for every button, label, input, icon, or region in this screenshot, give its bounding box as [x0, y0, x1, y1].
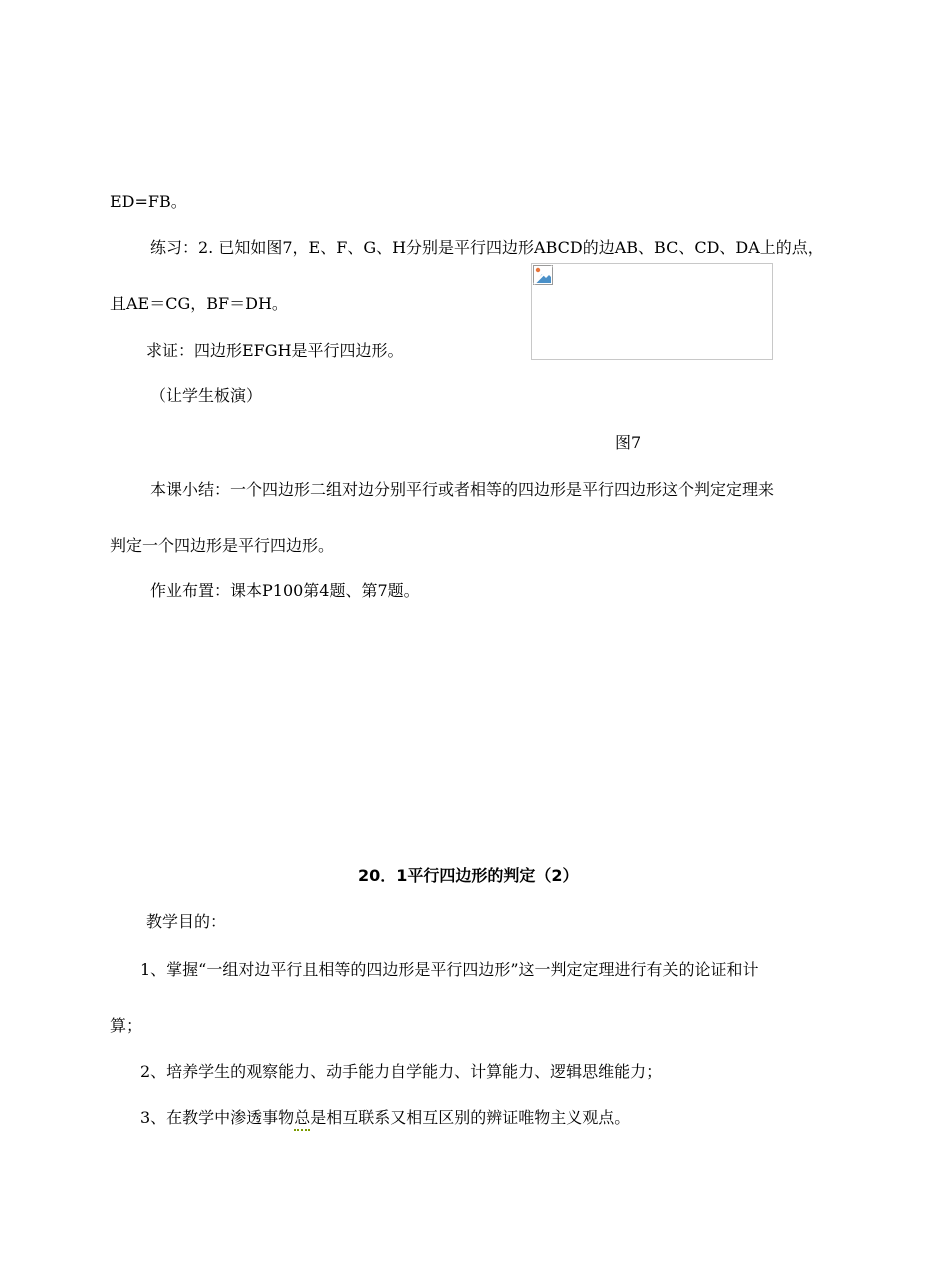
exercise-line-1: 练习：2. 已知如图7，E、F、G、H分别是平行四边形ABCD的边AB、BC、CD、DA上的点，: [150, 238, 824, 257]
goal-3-part-c: 是相互联系又相互区别的辨证唯物主义观点。: [310, 1108, 631, 1127]
goal-3-dotted-word: 总: [294, 1108, 311, 1127]
goal-1-line-1: 1、掌握“一组对边平行且相等的四边形是平行四边形”这一判定定理进行有关的论证和计: [140, 960, 759, 979]
broken-image-icon: [533, 265, 553, 285]
goals-heading: 教学目的：: [146, 912, 227, 931]
homework-line: 作业布置：课本P100第4题、第7题。: [150, 581, 420, 600]
summary-line-2: 判定一个四边形是平行四边形。: [110, 536, 335, 555]
section-title: 20．1平行四边形的判定（2）: [358, 866, 579, 885]
figure-caption: 图7: [615, 433, 642, 452]
goal-2: 2、培养学生的观察能力、动手能力自学能力、计算能力、逻辑思维能力；: [140, 1062, 663, 1081]
goal-1-line-2: 算；: [110, 1016, 143, 1035]
goal-3-part-a: 3、在教学中渗透事物: [140, 1108, 295, 1127]
exercise-line-2: 且AE＝CG，BF＝DH。: [110, 294, 288, 313]
summary-line-1: 本课小结：一个四边形二组对边分别平行或者相等的四边形是平行四边形这个判定定理来: [150, 480, 775, 499]
exercise-prove: 求证：四边形EFGH是平行四边形。: [146, 341, 404, 360]
text-ed-fb: ED=FB。: [110, 192, 187, 211]
figure-7-image-placeholder: [531, 263, 773, 360]
exercise-note: （让学生板演）: [150, 386, 263, 405]
goal-3: [140, 1108, 630, 1128]
